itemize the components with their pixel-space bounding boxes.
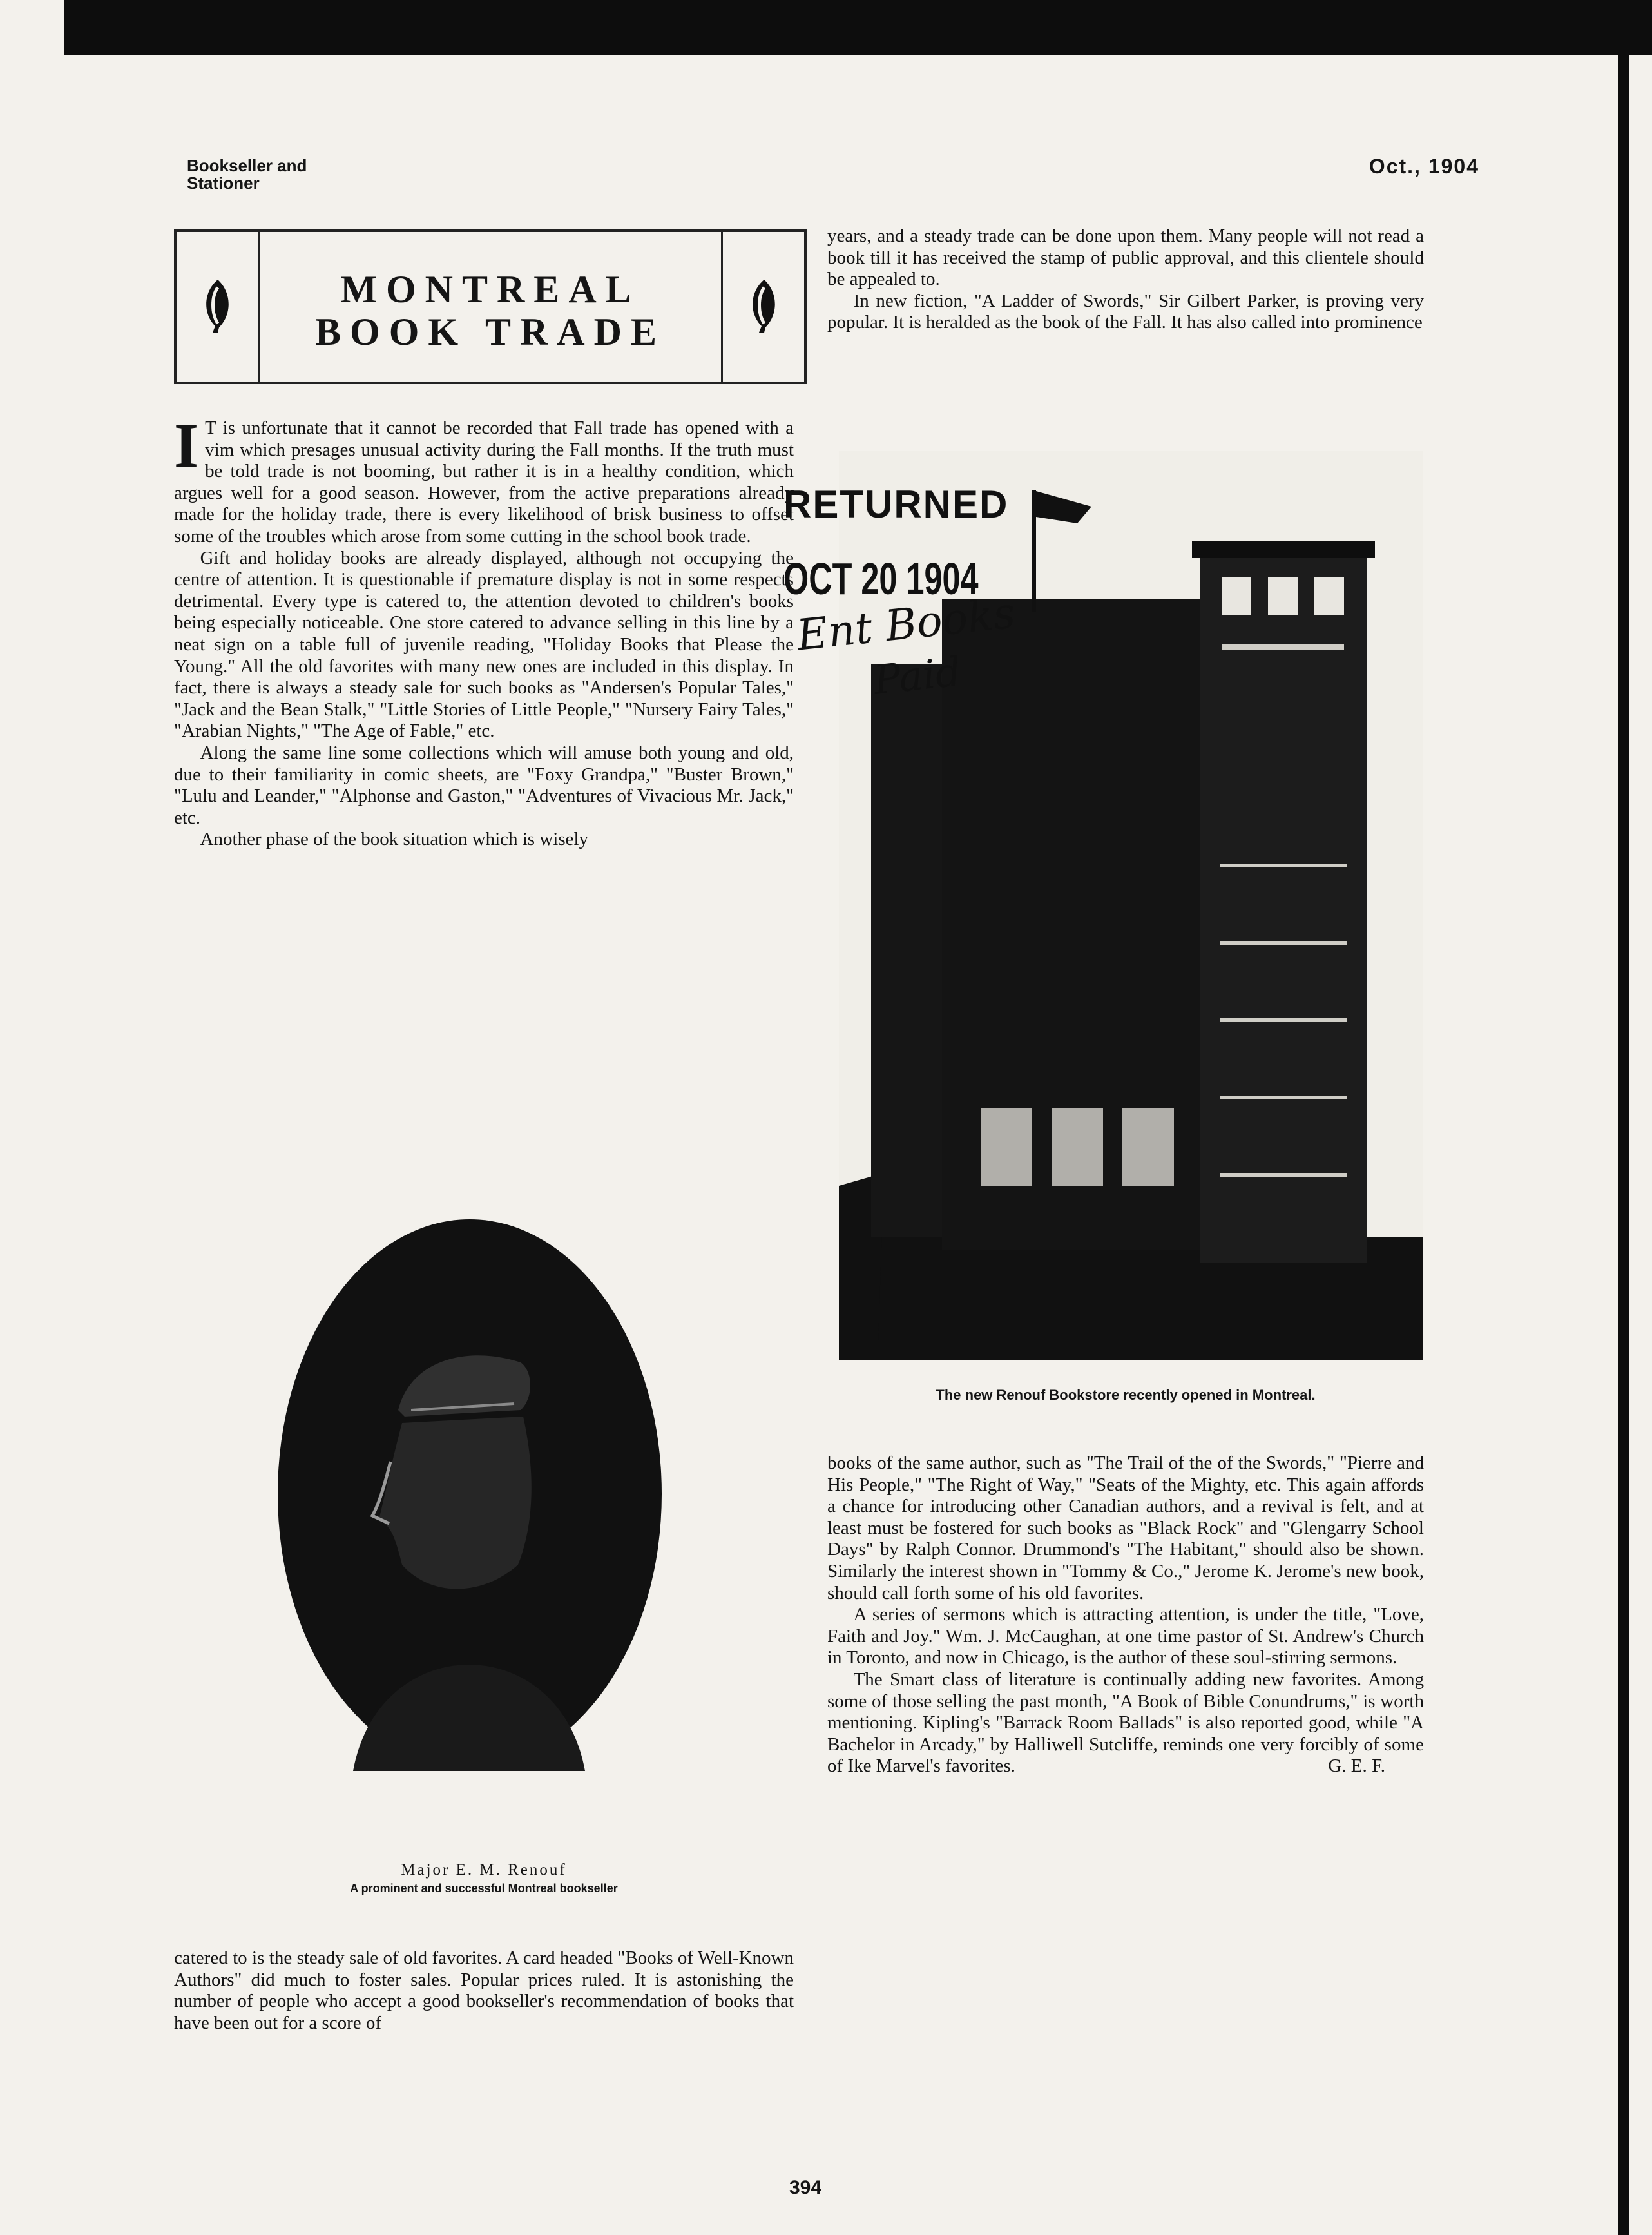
column-left-bottom [174,1948,794,2034]
stamp-date: OCT 20 1904 [783,554,979,604]
portrait-image [276,1217,664,1771]
paragraph: years, and a steady trade can be done upon them. Many people will not read a book till it has received the stamp of public approval, and this clientele should be appealed to. [827,226,1424,290]
paragraph: A series of sermons which is attracting attention, is under the title, "Love, Faith and Joy." Wm. J. McCaughan, at one time pastor of St. Andrew's Church in Toronto, and now in Chicago, is the author of these soul-stirring sermons. [827,1604,1424,1669]
page-number: 394 [789,2177,822,2198]
column-left-top [174,411,794,851]
paragraph: books of the same author, such as "The Trail of the of the Swords," "Pierre and His People," "The Right of Way," "Seats of the Mighty, etc. This again affords a chance for introducing other Canadian authors, and a revival is felt, and at least must be fostered for such books as "Black Rock" and "Glengarry School Days" by Ralph Connor. Drummond's "The Habitant," should also be shown. Similarly the interest shown in "Tommy & Co.," Jerome K. Jerome's new book, should call forth some of his old favorites. [827,1453,1424,1603]
column-right-bottom [827,1453,1424,1777]
paragraph: Along the same line some collections which will amuse both young and old, due to their familiarity in comic sheets, are "Foxy Grandpa," "Buster Brown," "Lulu and Leander," "Alphonse and Gaston," "Adventures of Vivacious Mr. Jack," etc. [174,742,794,828]
portrait-name: Major E. M. Renouf [401,1861,567,1879]
title-line-2: BOOK TRADE [315,311,666,353]
portrait-subcaption: A prominent and successful Montreal bookseller [350,1882,618,1895]
article-title-box [174,229,807,384]
paragraph: Gift and holiday books are already displayed, although not occupying the centre of attention. It is questionable if premature display is not in some respects detrimental. Every type is catered to, the attention devoted to children's books being especially noticeable. One store catered to advance selling in this line by a neat sign on a table full of juvenile reading, "Holiday Books that Please the Young." All the old favorites with many new ones are included in this display. In fact, there is always a steady sale for such books as "Andersen's Popular Tales," "Jack and the Bean Stalk," "Little Stories of Little People," "Nursery Fairy Tales," "Arabian Nights," "The Age of Fable," etc. [174,547,794,742]
scan-top-border [64,0,1652,55]
running-header-date: Oct., 1904 [1369,155,1479,178]
column-right-top [827,226,1424,334]
paragraph: The Smart class of literature is continually adding new favorites. Among some of those selling the past month, "A Book of Bible Conundrums," is worth mentioning. Kipling's "Barrack Room Ballads" is also reported good, while "A Bachelor in Arcady," by Halliwell Sutcliffe, reminds one very forcibly of some of Ike Marvel's favorites. [827,1669,1424,1777]
drop-cap: I [174,411,199,481]
paragraph: In new fiction, "A Ladder of Swords," Sir Gilbert Parker, is proving very popular. It is heralded as the book of the Fall. It has also called into prominence [827,290,1424,333]
publication-line-1: Bookseller and [187,156,307,175]
article-title [258,268,723,353]
title-ornament-right [721,232,804,382]
scan-right-border [1618,55,1629,2235]
handwritten-note: Paid [871,648,963,704]
photo-caption: The new Renouf Bookstore recently opened in Montreal. [936,1387,1316,1403]
portrait-caption [174,1861,794,1895]
handwritten-note: Ent Books [794,588,1018,661]
returned-stamp: RETURNED [783,483,1009,526]
portrait-oval [276,1217,664,1771]
leaf-icon [746,277,782,334]
running-header-publication [187,157,307,192]
leaf-icon [200,277,236,334]
paragraph: Another phase of the book situation which is wisely [200,829,589,850]
title-ornament-left [177,232,260,382]
publication-line-2: Stationer [187,173,260,193]
paragraph-intro-text: T is unfortunate that it cannot be recorded that Fall trade has opened with a vim which presages unusual activity during the Fall months. If the truth must be told trade is not booming, but rather it is in a healthy condition, which argues well for a good season. However, from the active preparations already made for the holiday trade, there is every likelihood of brisk business to offset some of the troubles which arose from some cutting in the school book trade. [174,418,794,547]
paragraph-intro [174,411,794,548]
title-line-1: MONTREAL [340,268,640,311]
paragraph: catered to is the steady sale of old favorites. A card headed "Books of Well-Known Authors" did much to foster sales. Popular prices ruled. It is astonishing the number of people who accept a good bookseller's recommendation of books that have been out for a score of [174,1948,794,2033]
article-signature: G. E. F. [1328,1755,1385,1776]
